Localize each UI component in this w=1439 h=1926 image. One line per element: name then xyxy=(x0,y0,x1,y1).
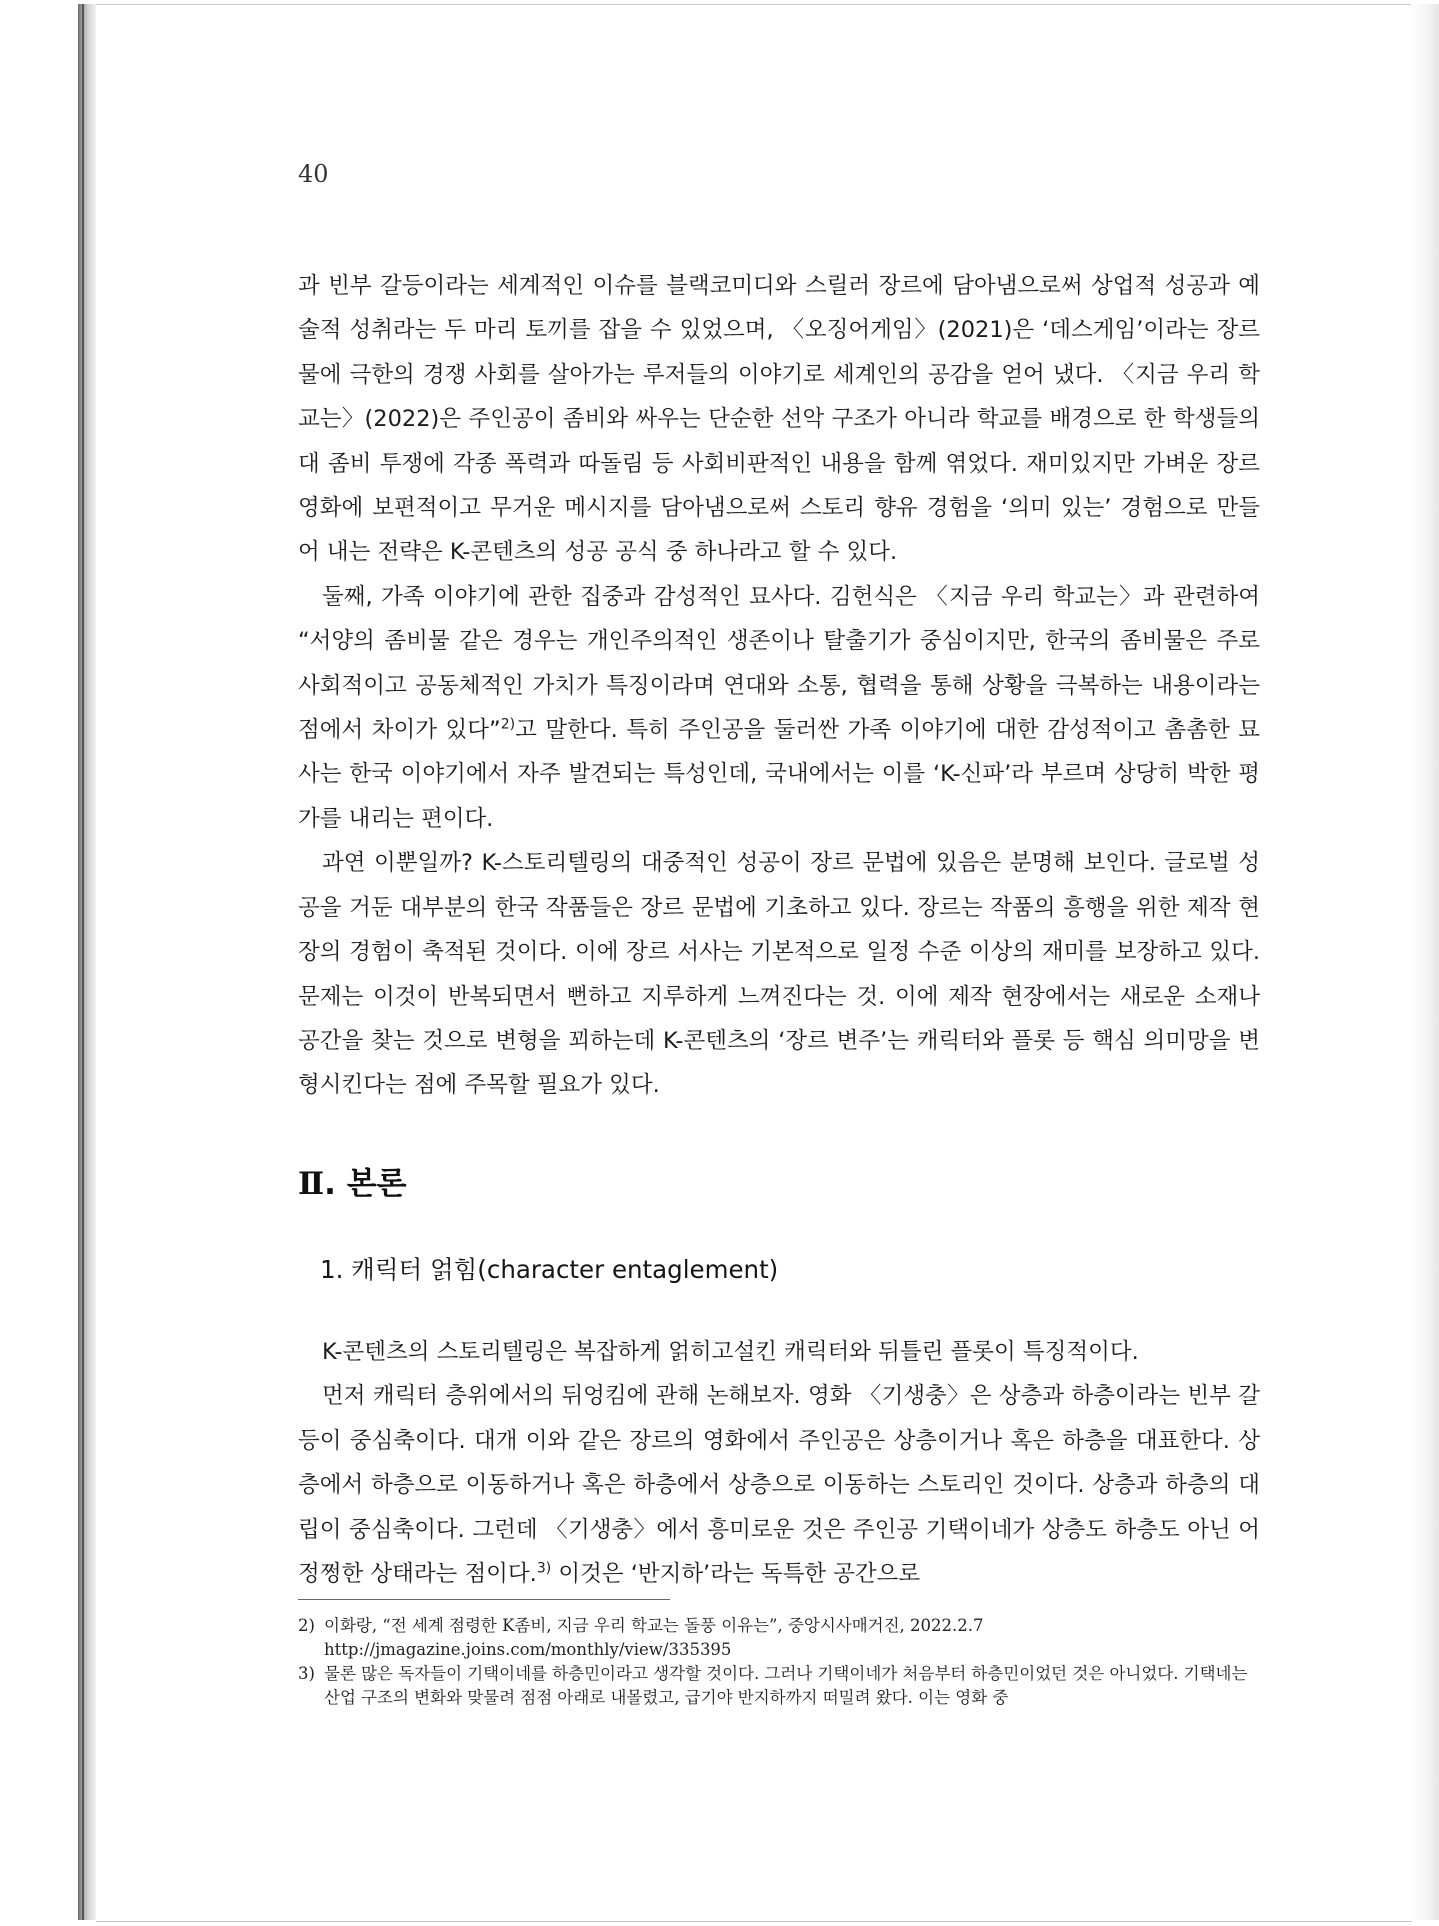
footnote-number: 3) xyxy=(298,1664,315,1683)
section-heading xyxy=(298,1158,407,1203)
paragraph-text: 둘째, 가족 이야기에 관한 집중과 감성적인 묘사다. 김헌식은 〈지금 우리 학교는〉과 관련하여 “서양의 좀비물 같은 경우는 개인주의적인 생존이나 탈출기가 중심이지만, 한국의 좀비물은 주로 사회적이고 공동체적인 가치가 특징이라며 연대와 소통, 협력을 통해 상황을 극복하는 내용이라는 점에서 차이가 있다” xyxy=(298,583,1260,744)
footnote-reference[interactable]: 3) xyxy=(536,1560,552,1577)
intro-text-block xyxy=(298,264,1260,1108)
book-spine-edge xyxy=(78,4,96,1920)
paragraph: 과 빈부 갈등이라는 세계적인 이슈를 블랙코미디와 스릴러 장르에 담아냄으로써 상업적 성공과 예술적 성취라는 두 마리 토끼를 잡을 수 있었으며, 〈오징어게임〉(2021)은 ‘데스게임’이라는 장르물에 극한의 경쟁 사회를 살아가는 루저들의 이야기로 세계인의 공감을 얻어 냈다. 〈지금 우리 학교는〉(2022)은 주인공이 좀비와 싸우는 단순한 선악 구조가 아니라 학교를 배경으로 한 학생들의 대 좀비 투쟁에 각종 폭력과 따돌림 등 사회비판적인 내용을 함께 엮었다. 재미있지만 가벼운 장르영화에 보편적이고 무거운 메시지를 담아냄으로써 스토리 향유 경험을 ‘의미 있는’ 경험으로 만들어 내는 전략은 K-콘텐츠의 성공 공식 중 하나라고 할 수 있다. xyxy=(298,273,1260,566)
paragraph-text: 이것은 ‘반지하’라는 독특한 공간으로 xyxy=(551,1561,921,1588)
paragraph: 과연 이뿐일까? K-스토리텔링의 대중적인 성공이 장르 문법에 있음은 분명해 보인다. 글로벌 성공을 거둔 대부분의 한국 작품들은 장르 문법에 기초하고 있다. 장르는 작품의 흥행을 위한 제작 현장의 경험이 축적된 것이다. 이에 장르 서사는 기본적으로 일정 수준 이상의 재미를 보장하고 있다. 문제는 이것이 반복되면서 뻔하고 지루하게 느껴진다는 것. 이에 제작 현장에서는 새로운 소재나 공간을 찾는 것으로 변형을 꾀하는데 K-콘텐츠의 ‘장르 변주’는 캐릭터와 플롯 등 핵심 의미망을 변형시킨다는 점에 주목할 필요가 있다. xyxy=(298,850,1260,1099)
footnote-reference[interactable]: 2) xyxy=(500,716,516,733)
paragraph-text: 먼저 캐릭터 층위에서의 뒤엉킴에 관해 논해보자. 영화 〈기생충〉은 상층과 하층이라는 빈부 갈등이 중심축이다. 대개 이와 같은 장르의 영화에서 주인공은 상층이거나 혹은 하층을 대표한다. 상층에서 하층으로 이동하거나 혹은 하층에서 상층으로 이동하는 스토리인 것이다. 상층과 하층의 대립이 중심축이다. 그런데 〈기생충〉에서 흥미로운 것은 주인공 기택이네가 상층도 하층도 아닌 어정쩡한 상태라는 점이다. xyxy=(298,1383,1260,1588)
footnote-url-link[interactable]: http://jmagazine.joins.com/monthly/view/335395 xyxy=(324,1640,732,1659)
footnote-item xyxy=(298,1614,1260,1662)
section-numeral: Ⅱ xyxy=(298,1166,325,1202)
footnote-text: 이화랑, “전 세계 점령한 K좀비, 지금 우리 학교는 돌풍 이유는”, 중앙시사매거진, 2022.2.7 xyxy=(324,1616,984,1635)
footnote-divider xyxy=(298,1599,670,1600)
paragraph-text: 고 말한다. 특히 주인공을 둘러싼 가족 이야기에 대한 감성적이고 촘촘한 묘사는 한국 이야기에서 자주 발견되는 특성인데, 국내에서는 이를 ‘K-신파’라 부르며 상당히 박한 평가를 내리는 편이다. xyxy=(298,717,1260,832)
book-spine-line xyxy=(82,4,84,1920)
paragraph xyxy=(298,575,1260,841)
footnote-item xyxy=(298,1662,1260,1710)
section-title: . 본론 xyxy=(324,1166,407,1202)
paragraph xyxy=(298,1374,1260,1596)
subsection-heading: 1. 캐릭터 얽힘(character entaglement) xyxy=(320,1255,779,1284)
footnote-number: 2) xyxy=(298,1616,315,1635)
footnote-text: 물론 많은 독자들이 기택이네를 하층민이라고 생각할 것이다. 그러나 기택이네가 처음부터 하층민이었던 것은 아니었다. 기택네는 산업 구조의 변화와 맞물려 점점 아래로 내몰렸고, 급기야 반지하까지 떠밀려 왔다. 이는 영화 중 xyxy=(324,1664,1248,1707)
footnotes xyxy=(298,1614,1260,1710)
paragraph: K-콘텐츠의 스토리텔링은 복잡하게 얽히고설킨 캐릭터와 뒤틀린 플롯이 특징적이다. xyxy=(322,1339,1139,1365)
body-text-block xyxy=(298,1330,1260,1596)
page-right-shadow xyxy=(1411,4,1439,1920)
page-number: 40 xyxy=(298,160,329,188)
